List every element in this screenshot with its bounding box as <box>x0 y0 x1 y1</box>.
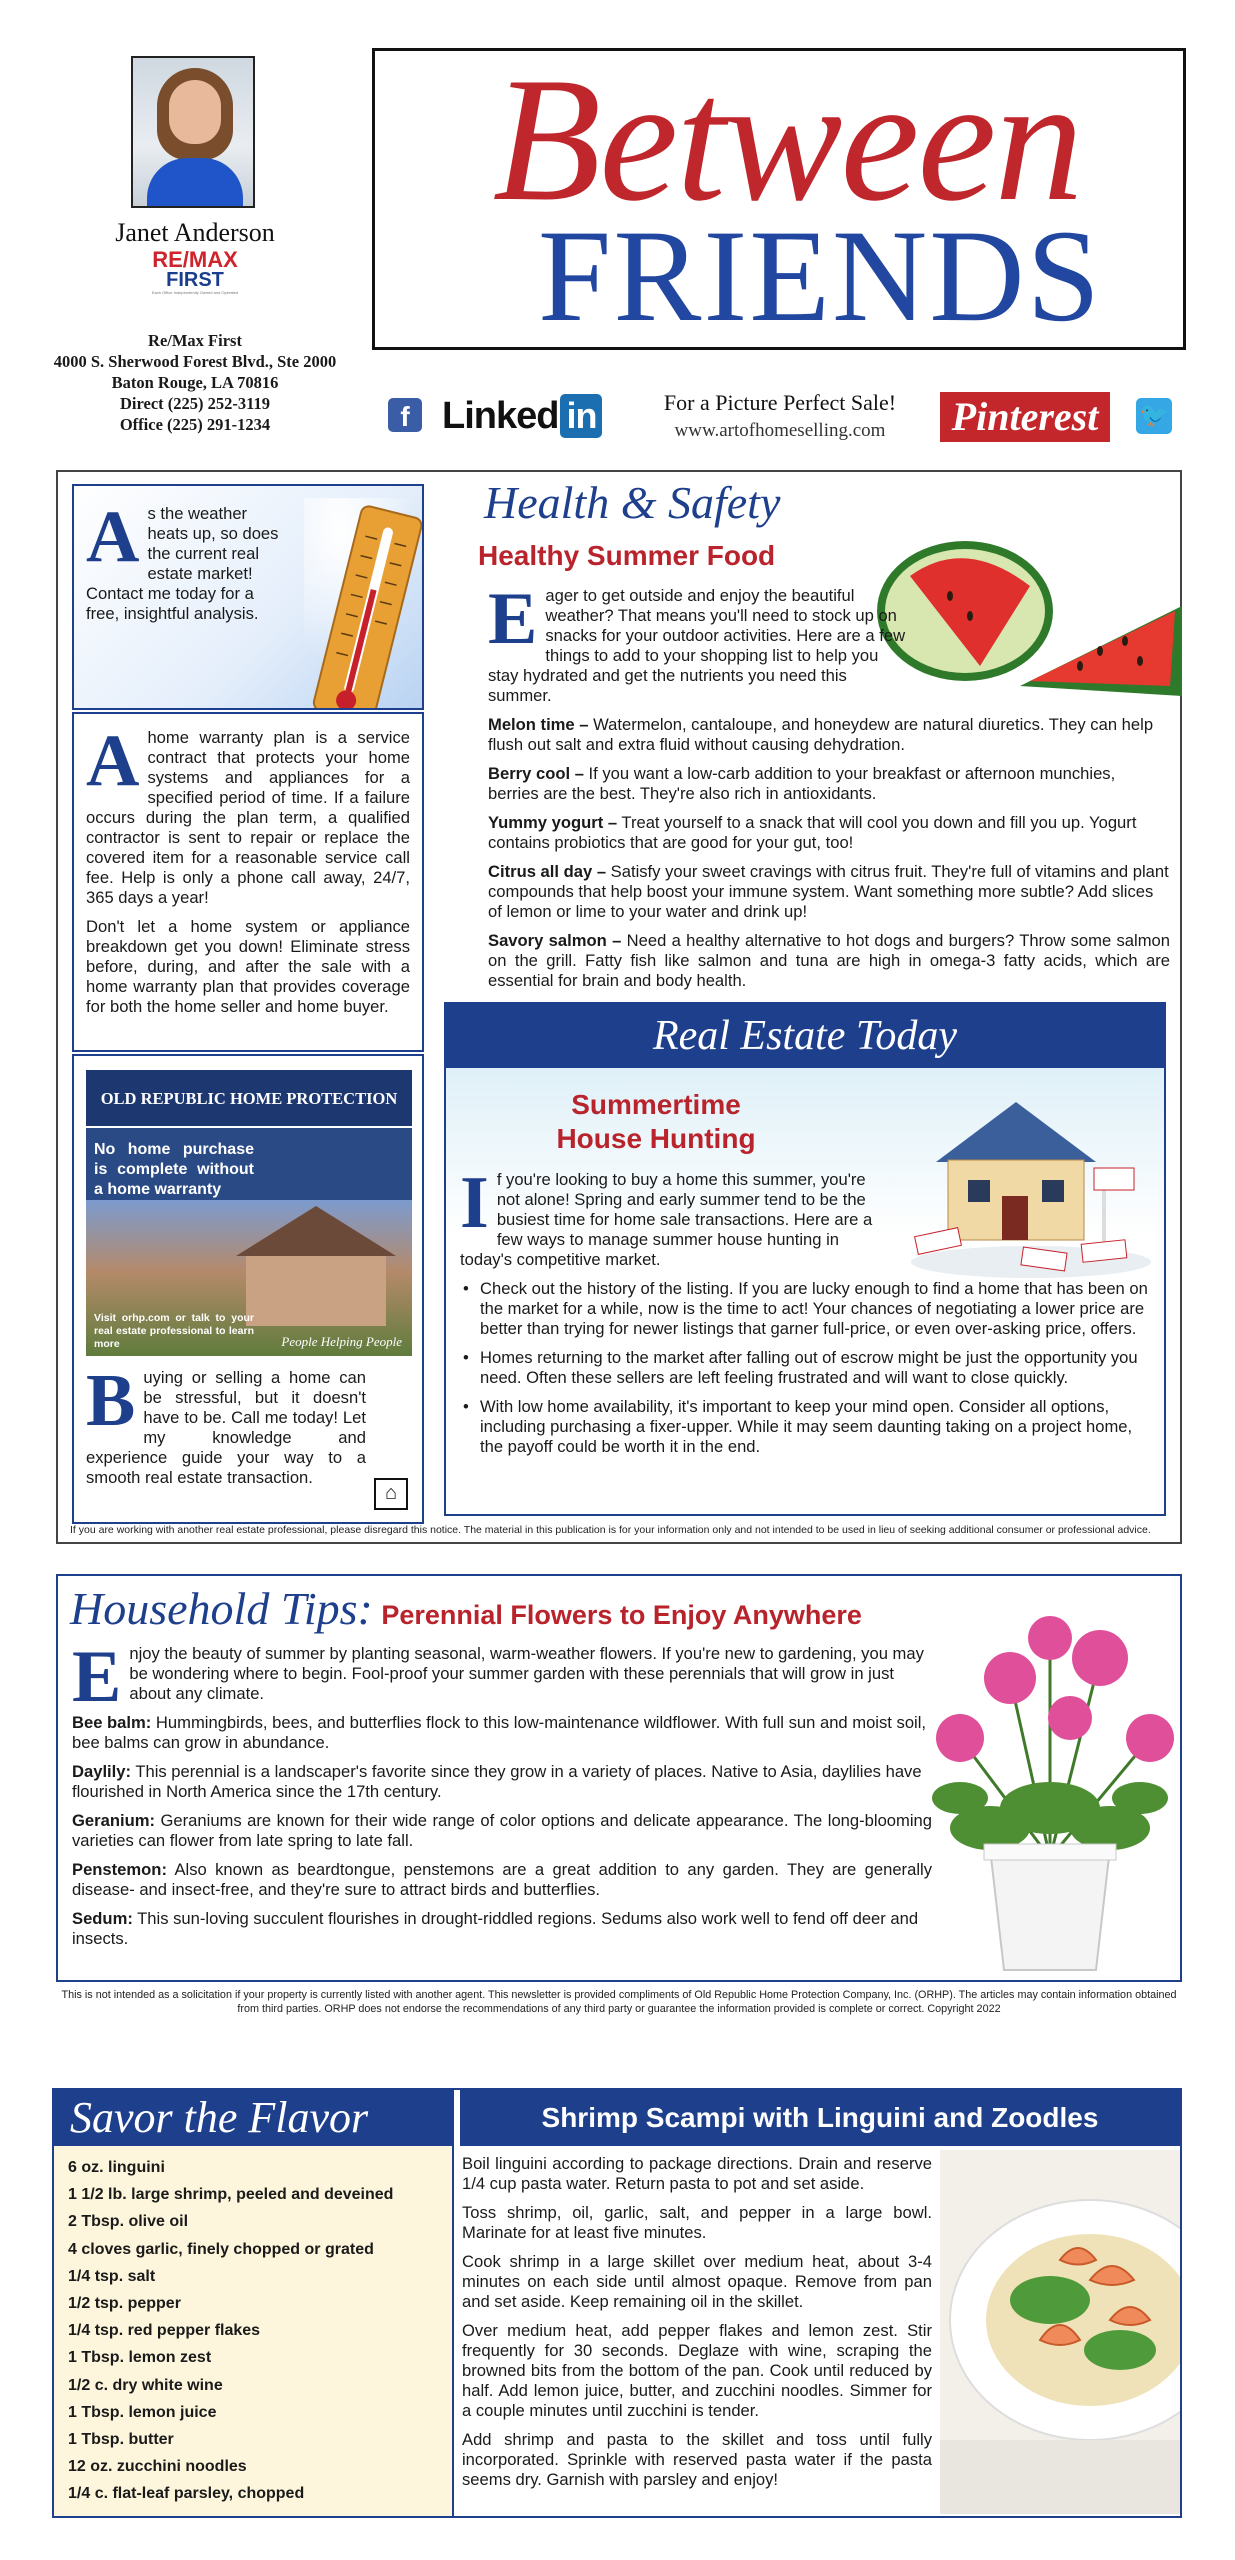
health-item: Yummy yogurt – Treat yourself to a snack that will cool you down and fill you up. Yogurt contains probiotics that are good for your gut, too! <box>488 813 1137 852</box>
recipe-title: Shrimp Scampi with Linguini and Zoodles <box>460 2090 1180 2146</box>
ingredient: 2 Tbsp. olive oil <box>68 2213 189 2231</box>
household-title-main: Household Tips: <box>70 1583 373 1634</box>
real-estate-dropcap: I <box>460 1162 489 1244</box>
health-item: Citrus all day – Satisfy your sweet cravings with citrus fruit. They're full of vitamins and plant compounds that help boost your immune system. Want something more subtle? Add slices of lemon or lime to your water and drink up! <box>488 862 1169 921</box>
directions <box>462 2154 932 2499</box>
buying-dropcap: B <box>86 1360 136 1442</box>
list-item: • With low home availability, it's important to keep your mind open. Consider all options, including purchasing a fixer-upper. While it may seem daunting taking on a project home, the payoff could be worth it in the end. <box>460 1397 1156 1457</box>
promo-text: s the weather heats up, so does the current real estate market! Contact me today for a free, insightful analysis. <box>86 504 279 623</box>
household-item: Sedum: This sun-loving succulent flourishes in drought-riddled regions. Sedums also work well to fend off deer and insects. <box>72 1909 919 1948</box>
household-item: Bee balm: Hummingbirds, bees, and butterflies flock to this low-maintenance wildflower. With full sun and moist soil, bee balms can grow in abundance. <box>72 1713 927 1752</box>
ingredient: 6 oz. linguini <box>68 2159 165 2176</box>
disclaimer-1: If you are working with another real estate professional, please disregard this notice. The material in this publication is for your information only and not intended to be used in lieu of seeking additional consumer or professional advice. <box>70 1524 1151 1536</box>
ingredient: 1/4 tsp. red pepper flakes <box>68 2322 261 2340</box>
real-estate-intro: f you're looking to buy a home this summer, you're not alone! Spring and early summer tend to be the busiest time for home sale transactions. Here are a few ways to manage summer house hunting in today's competitive market. <box>460 1170 873 1269</box>
real-estate-box <box>444 1002 1166 1516</box>
ingredient: 4 cloves garlic, finely chopped or grated <box>68 2240 374 2258</box>
health-item: Savory salmon – Need a healthy alternative to hot dogs and burgers? Throw some salmon on the grill. Fatty fish like salmon and tuna are high in omega-3 fatty acids, which are essential for brain and body health. <box>488 931 1170 990</box>
direct-phone: Direct (225) 252-3119 <box>120 394 270 413</box>
health-title: Health & Safety <box>484 477 781 528</box>
household-body <box>72 1636 996 1958</box>
office-name: Re/Max First <box>148 331 242 350</box>
household-item: Daylily: This perennial is a landscaper's favorite since they grow in a variety of places. Native to Asia, daylilies have flourished in North America since the 17th century. <box>72 1762 922 1801</box>
equal-housing-icon: ⌂ <box>374 1478 408 1510</box>
direction-step: Add shrimp and pasta to the skillet and toss until fully incorporated. Sprinkle with reserved pasta water if the pasta seems dry. Garnish with parsley and enjoy! <box>462 2430 932 2489</box>
orhp-slogan: People Helping People <box>281 1334 402 1349</box>
household-subtitle: Perennial Flowers to Enjoy Anywhere <box>381 1600 862 1630</box>
health-body <box>488 578 1170 1000</box>
brand-fine-print: Each Office Independently Owned and Operated <box>151 290 239 295</box>
direction-step: Boil linguini according to package directions. Drain and reserve 1/4 cup pasta water. Return pasta to pot and set aside. <box>462 2154 932 2193</box>
list-item: • Check out the history of the listing. If you are lucky enough to find a home that has been on the market for a while, now is the time to act! Your chances of negotiating a lower price are better than trying for newer listings that garner full-price, or even over-asking price, offers. <box>460 1279 1156 1339</box>
direction-step: Toss shrimp, oil, garlic, salt, and pepper in a large bowl. Marinate for at least five minutes. <box>462 2203 932 2242</box>
tagline-block <box>620 390 940 442</box>
orhp-ad[interactable] <box>86 1070 412 1356</box>
real-estate-band: Real Estate Today <box>446 1004 1164 1068</box>
health-item: Berry cool – If you want a low-carb addition to your breakfast or afternoon munchies, berries are the best. They're also rich in antioxidants. <box>488 764 1116 803</box>
warranty-box <box>72 712 424 1052</box>
ingredient: 1 Tbsp. lemon zest <box>68 2349 212 2367</box>
brand-bottom: FIRST <box>166 269 224 291</box>
agent-photo <box>131 56 255 208</box>
health-dropcap: E <box>488 578 538 660</box>
linkedin-in: in <box>560 394 602 438</box>
buying-text: uying or selling a home can be stressful, but it doesn't have to be. Call me today! Let my knowledge and experience guide your way to a smooth real estate transaction. <box>86 1368 366 1487</box>
real-estate-subtitle: Summertime House Hunting <box>556 1089 756 1154</box>
warranty-dropcap: A <box>86 720 140 802</box>
orhp-small-text: Visit orhp.com or talk to your real estate professional to learn more <box>94 1312 254 1350</box>
orhp-brand: OLD REPUBLIC HOME PROTECTION <box>86 1070 412 1128</box>
ingredient: 1/2 tsp. pepper <box>68 2295 181 2313</box>
brand-top: RE/MAX <box>152 247 238 272</box>
ingredient: 1 Tbsp. lemon juice <box>68 2403 217 2421</box>
ingredient: 1 1/2 lb. large shrimp, peeled and deveined <box>68 2186 394 2204</box>
shrimp-pasta-image <box>940 2150 1180 2514</box>
twitter-icon[interactable]: 🐦 <box>1136 398 1172 434</box>
direction-step: Cook shrimp in a large skillet over medium heat, about 3-4 minutes on each side until almost opaque. Remove from pan and set aside. Keep remaining oil in the skillet. <box>462 2252 932 2311</box>
disclaimer-2: This is not intended as a solicitation if your property is currently listed with another agent. This newsletter is provided compliments of Old Republic Home Protection Company, Inc. (ORHP). The articles may contain information obtained from third parties. ORHP does not endorse the recommendations of any third party or guarantee the information provided is complete or correct. Copyright 2022 <box>61 1989 1177 2015</box>
office-phone: Office (225) 291-1234 <box>119 415 271 434</box>
website-link[interactable]: www.artofhomeselling.com <box>674 420 886 441</box>
ingredient: 1/4 tsp. salt <box>68 2267 156 2285</box>
list-item: • Homes returning to the market after falling out of escrow might be just the opportunity you need. Often these sellers are left feeling frustrated and will want to close quickly. <box>460 1348 1156 1388</box>
orhp-box <box>72 1054 424 1524</box>
household-item: Penstemon: Also known as beardtongue, penstemons are a great addition to any garden. They are generally disease- and insect-free, and they're sure to attract birds and butterflies. <box>72 1860 932 1899</box>
household-intro: njoy the beauty of summer by planting seasonal, warm-weather flowers. If you're new to gardening, you may be wondering where to begin. Fool-proof your summer garden with these perennials that will grow in just about any climate. <box>129 1644 924 1703</box>
ingredient: 1 Tbsp. butter <box>68 2431 174 2449</box>
office-address: 4000 S. Sherwood Forest Blvd., Ste 2000 <box>53 352 337 371</box>
masthead-friends: FRIENDS <box>537 202 1103 349</box>
brand-logo <box>140 247 250 296</box>
linkedin-icon[interactable] <box>442 394 602 438</box>
promo-box <box>72 484 424 710</box>
contact-block <box>20 330 370 435</box>
ingredient: 1/4 c. flat-leaf parsley, chopped <box>68 2485 305 2503</box>
orhp-headline: No home purchase is complete without a home warranty <box>94 1141 254 1198</box>
agent-name: Janet Anderson <box>115 218 275 247</box>
ingredients-panel <box>54 2146 454 2516</box>
direction-step: Over medium heat, add pepper flakes and lemon zest. Stir frequently for 30 seconds. Deglaze with wine, scraping the browned bits from the bottom of the pan. Cook until reduced by half. Add lemon juice, butter, and zucchini noodles. Simmer for a couple minutes until zucchini is tender. <box>462 2321 932 2420</box>
household-dropcap: E <box>72 1636 122 1718</box>
thermometer-icon <box>304 498 424 710</box>
household-item: Geranium: Geraniums are known for their wide range of color options and delicate appearance. The long-blooming varieties can flower from late spring to late fall. <box>72 1811 932 1850</box>
office-city: Baton Rouge, LA 70816 <box>111 373 279 392</box>
health-item: Melon time – Watermelon, cantaloupe, and honeydew are natural diuretics. They can help flush out salt and extra fluid without causing dehydration. <box>488 715 1154 754</box>
warranty-p1: home warranty plan is a service contract that protects your home systems and appliances for a specified period of time. If a failure occurs during the plan term, a qualified contractor is sent to repair or replace the covered item for a reasonable service call fee. Help is only a phone call away, 24/7, 365 days a year! <box>86 728 410 907</box>
ingredient: 1/2 c. dry white wine <box>68 2376 223 2394</box>
promo-dropcap: A <box>86 496 140 578</box>
pinterest-icon[interactable]: Pinterest <box>940 392 1110 442</box>
health-subtitle: Healthy Summer Food <box>478 540 776 571</box>
tagline: For a Picture Perfect Sale! <box>663 390 897 415</box>
linkedin-word: Linked <box>442 395 559 437</box>
ingredient: 12 oz. zucchini noodles <box>68 2458 247 2476</box>
facebook-icon[interactable]: f <box>388 398 422 432</box>
masthead-between: Between <box>492 40 1082 238</box>
warranty-p2: Don't let a home system or appliance breakdown get you down! Eliminate stress before, during, and after the sale with a home warranty plan that provides coverage for both the home seller and home buyer. <box>86 917 410 1016</box>
savor-title: Savor the Flavor <box>54 2090 454 2146</box>
health-intro: ager to get outside and enjoy the beautiful weather? That means you'll need to stock up on snacks for your outdoor activities. Here are a few things to add to your shopping list to help you stay hydrated and get the nutrients you need this summer. <box>488 586 906 705</box>
